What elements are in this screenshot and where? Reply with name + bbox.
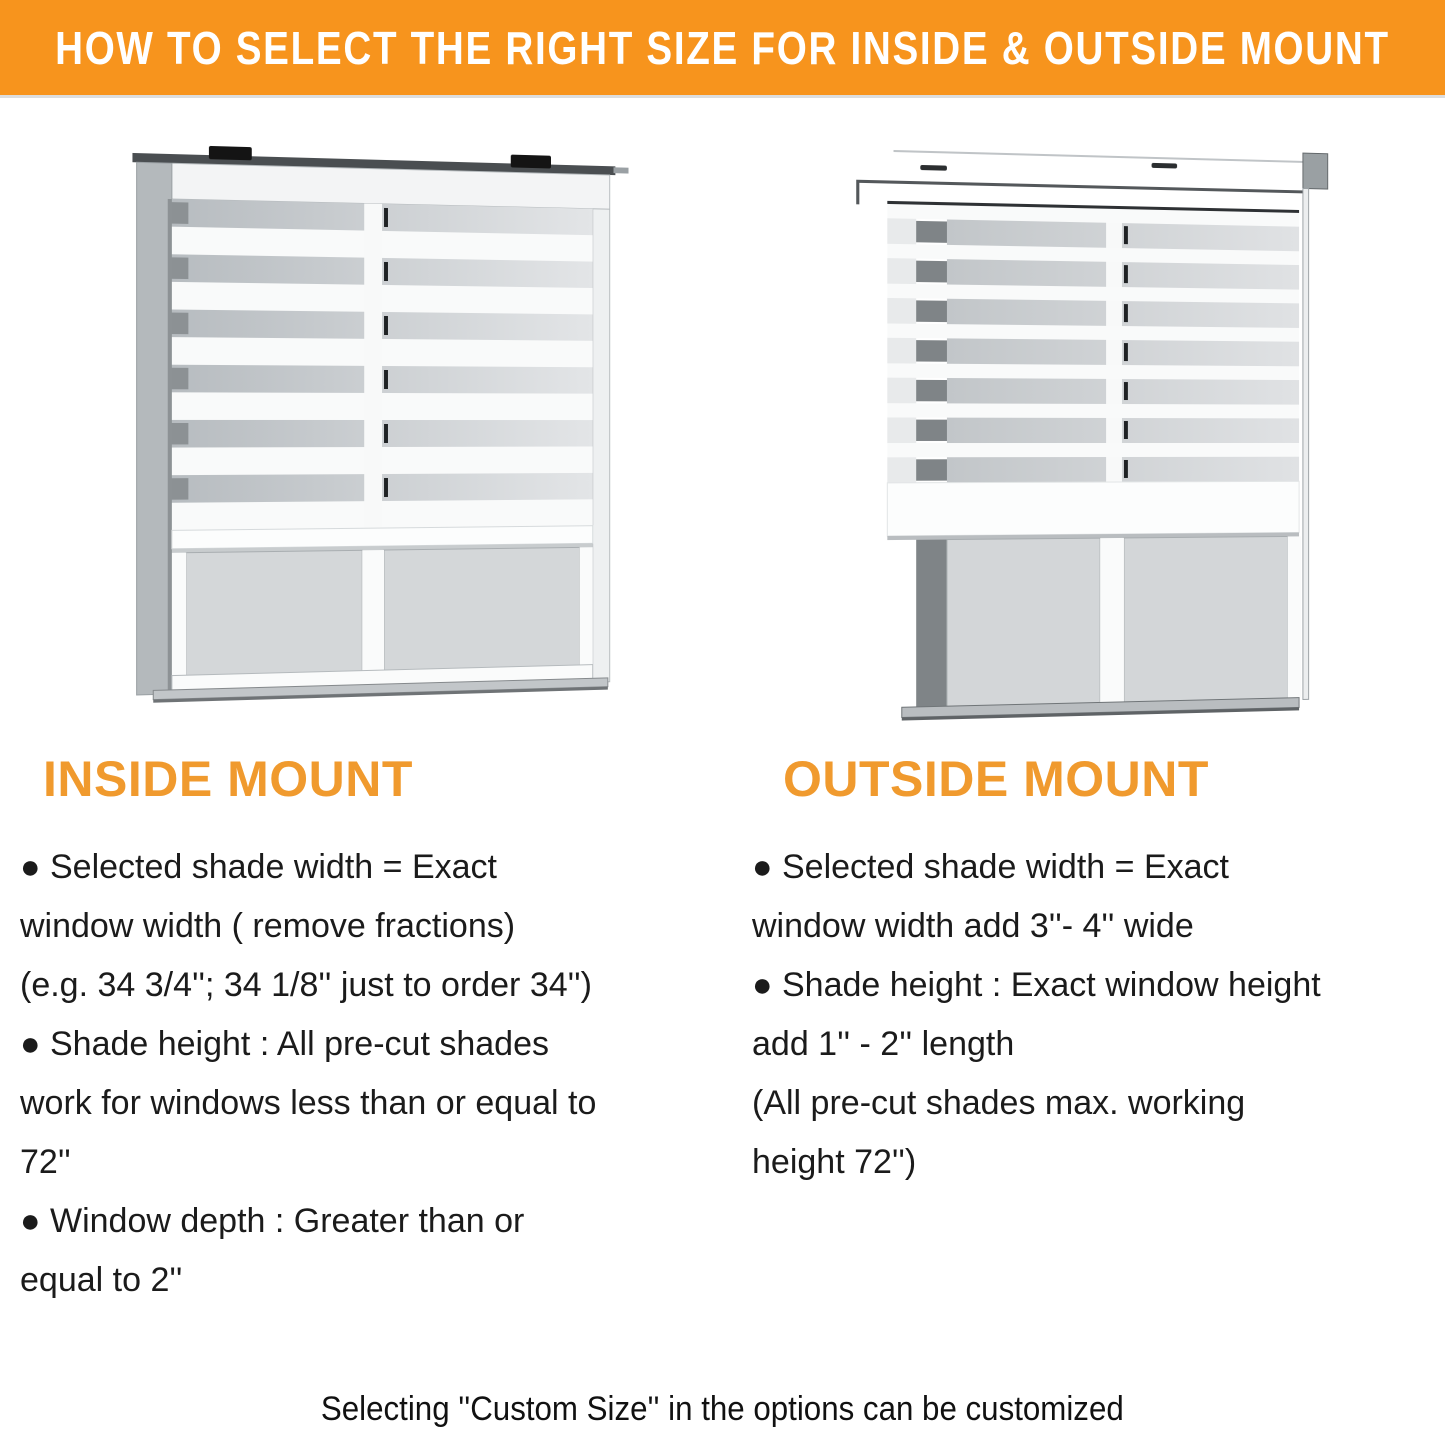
spec-line: height 72'')	[752, 1143, 917, 1181]
left-jamb	[137, 162, 172, 695]
spec-line: ● Selected shade width = Exact	[752, 848, 1229, 886]
window-glass	[172, 547, 593, 690]
spec-line: ● Window depth : Greater than or	[20, 1202, 525, 1240]
spec-line: ● Selected shade width = Exact	[20, 848, 497, 886]
spec-line: window width add 3''- 4'' wide	[752, 907, 1194, 945]
shade-bottom-bar	[887, 481, 1299, 536]
inside-mount-heading: INSIDE MOUNT	[43, 751, 413, 807]
spec-line: (All pre-cut shades max. working	[752, 1084, 1246, 1122]
footer-note-text: Selecting ''Custom Size'' in the options can be customized	[321, 1390, 1124, 1428]
outside-mount-illustration	[852, 135, 1372, 750]
inside-mount-specs	[20, 838, 730, 1310]
spec-line: ● Shade height : Exact window height	[752, 966, 1321, 1004]
window-glass	[916, 536, 1301, 707]
outside-mount-specs	[752, 838, 1445, 1192]
mount-bracket	[1303, 153, 1328, 189]
shade-bands	[887, 201, 1299, 540]
side-rail	[1303, 188, 1309, 699]
banner-title: HOW TO SELECT THE RIGHT SIZE FOR INSIDE & OUTSIDE MOUNT	[55, 21, 1390, 74]
spec-line: add 1'' - 2'' length	[752, 1025, 1015, 1063]
spec-line: equal to 2''	[20, 1261, 183, 1299]
spec-line: ● Shade height : All pre-cut shades	[20, 1025, 549, 1063]
shade-bands	[172, 199, 593, 553]
spec-line: 72''	[20, 1143, 71, 1181]
right-frame	[593, 209, 610, 682]
footer-note	[0, 1390, 1445, 1429]
outside-mount-heading: OUTSIDE MOUNT	[783, 751, 1209, 807]
spec-line: (e.g. 34 3/4''; 34 1/8'' just to order 34'')	[20, 966, 592, 1004]
inside-mount-illustration	[122, 134, 636, 712]
spec-line: work for windows less than or equal to	[20, 1084, 597, 1122]
header-banner	[0, 0, 1445, 95]
spec-line: window width ( remove fractions)	[20, 907, 516, 945]
